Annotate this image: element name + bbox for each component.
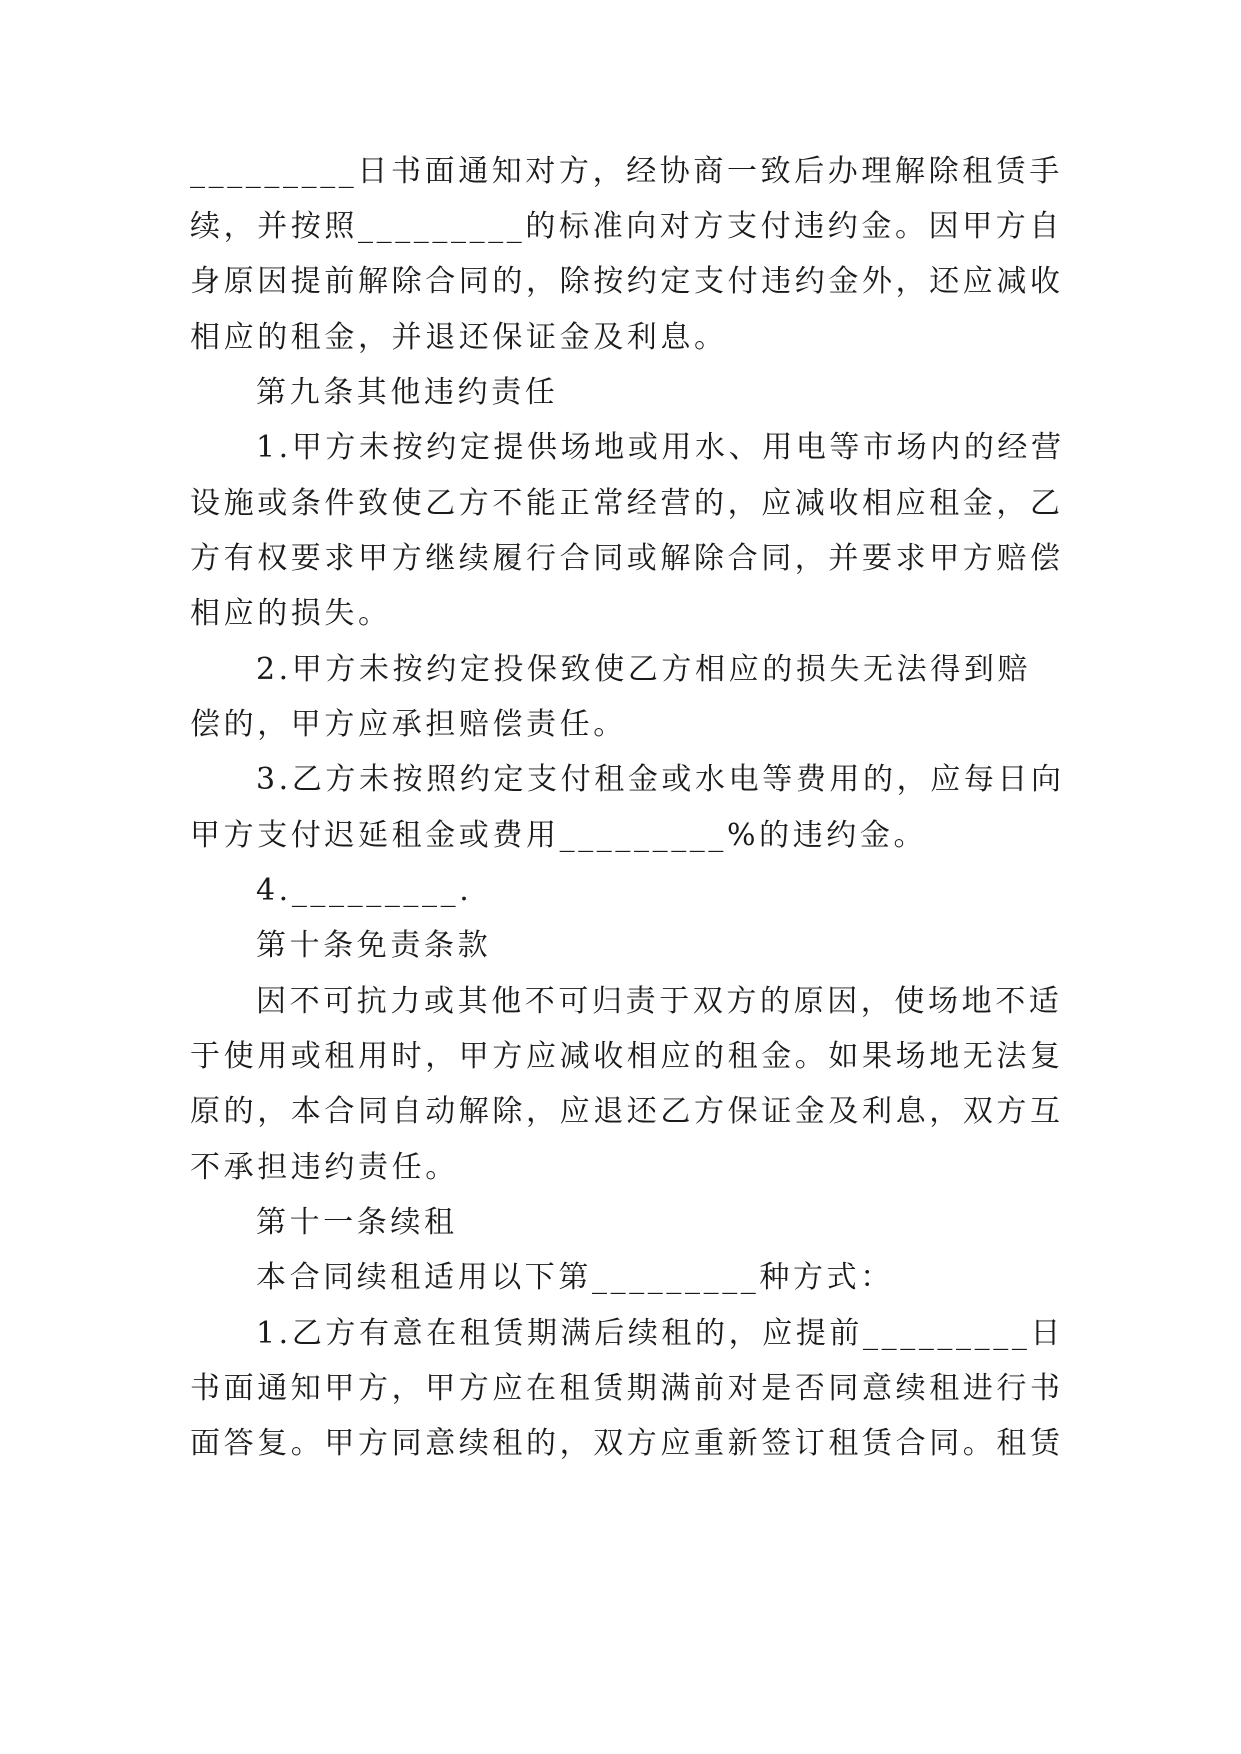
text-line: 因不可抗力或其他不可归责于双方的原因，使场地不适	[256, 984, 1063, 1019]
text-line: 面答复。甲方同意续租的，双方应重新签订租赁合同。租赁	[190, 1426, 1064, 1461]
text-line: 相应的损失。	[190, 596, 392, 631]
text-line: 2.甲方未按约定投保致使乙方相应的损失无法得到赔	[256, 652, 1032, 687]
text-line: 方有权要求甲方继续履行合同或解除合同，并要求甲方赔偿	[190, 541, 1064, 576]
text-line: 相应的租金，并退还保证金及利息。	[190, 320, 728, 355]
text-line: 原的，本合同自动解除，应退还乙方保证金及利息，双方互	[190, 1094, 1064, 1129]
text-line: 书面通知甲方，甲方应在租赁期满前对是否同意续租进行书	[190, 1371, 1064, 1406]
text-line: 偿的，甲方应承担赔偿责任。	[190, 707, 627, 742]
text-line: 4._________.	[256, 873, 473, 908]
text-line: _________日书面通知对方，经协商一致后办理解除租赁手	[190, 154, 1063, 189]
text-line: 不承担违约责任。	[190, 1150, 459, 1185]
text-line: 于使用或租用时，甲方应减收相应的租金。如果场地无法复	[190, 1039, 1064, 1074]
text-line: 甲方支付迟延租金或费用_________%的违约金。	[190, 818, 928, 853]
section-heading: 第十一条续租	[256, 1205, 458, 1240]
text-line: 1.甲方未按约定提供场地或用水、用电等市场内的经营	[256, 430, 1065, 465]
text-line: 1.乙方有意在租赁期满后续租的，应提前_________日	[256, 1316, 1065, 1351]
text-line: 身原因提前解除合同的，除按约定支付违约金外，还应减收	[190, 264, 1064, 299]
section-heading: 第九条其他违约责任	[256, 375, 559, 410]
section-heading: 第十条免责条款	[256, 928, 492, 963]
text-line: 本合同续租适用以下第_________种方式：	[256, 1260, 894, 1295]
text-line: 续，并按照_________的标准向对方支付违约金。因甲方自	[190, 209, 1063, 244]
text-line: 设施或条件致使乙方不能正常经营的，应减收相应租金，乙	[190, 486, 1064, 521]
text-line: 3.乙方未按照约定支付租金或水电等费用的，应每日向	[256, 762, 1065, 797]
